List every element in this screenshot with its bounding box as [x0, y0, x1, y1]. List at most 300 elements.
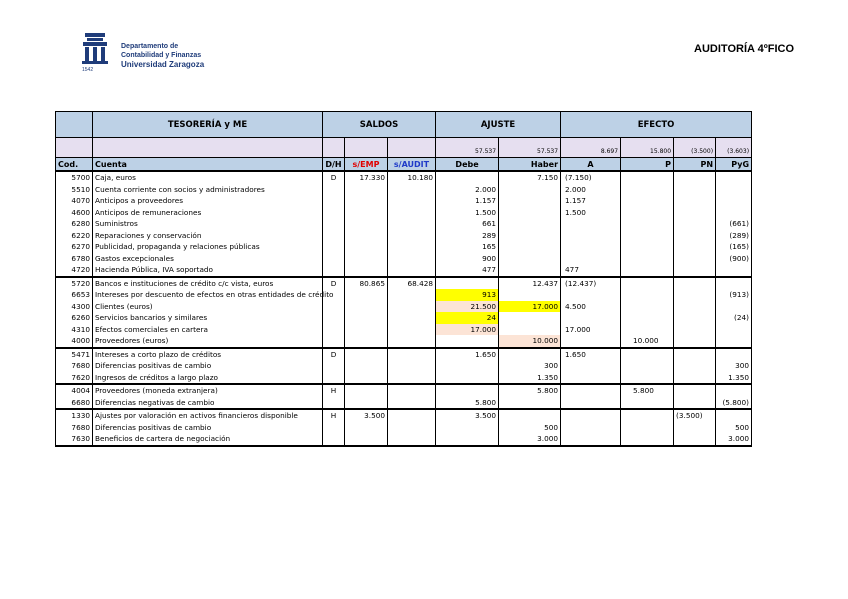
- cell-emp: [345, 289, 388, 301]
- cell-cuenta: Beneficios de cartera de negociación: [93, 433, 323, 446]
- cell-p: [621, 324, 674, 336]
- cell-cuenta: Intereses a corto plazo de créditos: [93, 348, 323, 361]
- cell-pyg: [716, 301, 752, 313]
- cell-audit: [388, 241, 436, 253]
- cell-cod: 7620: [56, 372, 93, 385]
- cell-emp: [345, 348, 388, 361]
- cell-debe: [436, 384, 499, 397]
- cell-emp: [345, 372, 388, 385]
- col-a: A: [561, 158, 621, 172]
- cell-p: [621, 301, 674, 313]
- audit-adjustments-table: [55, 111, 752, 447]
- cell-haber: 300: [499, 360, 561, 372]
- table-row: [56, 218, 752, 230]
- cell-emp: [345, 324, 388, 336]
- cell-a: 17.000: [561, 324, 621, 336]
- cell-p: [621, 422, 674, 434]
- cell-audit: [388, 335, 436, 348]
- cell-a: [561, 372, 621, 385]
- cell-haber: 3.000: [499, 433, 561, 446]
- cell-debe: 913: [436, 289, 499, 301]
- cell-cod: 6270: [56, 241, 93, 253]
- cell-p: [621, 409, 674, 422]
- cell-cuenta: Suministros: [93, 218, 323, 230]
- group-header-row: [56, 112, 752, 138]
- cell-p: [621, 218, 674, 230]
- cell-cuenta: Clientes (euros): [93, 301, 323, 313]
- cell-p: [621, 289, 674, 301]
- cell-a: 2.000: [561, 184, 621, 196]
- col-debe: Debe: [436, 158, 499, 172]
- cell-p: [621, 360, 674, 372]
- cell-emp: [345, 241, 388, 253]
- cell-haber: 500: [499, 422, 561, 434]
- cell-a: [561, 230, 621, 242]
- cell-p: [621, 348, 674, 361]
- table-row: [56, 264, 752, 277]
- cell-cuenta: Anticipos a proveedores: [93, 195, 323, 207]
- cell-audit: [388, 230, 436, 242]
- cell-cod: 6260: [56, 312, 93, 324]
- cell-audit: [388, 301, 436, 313]
- tesoreria-header: TESORERÍA y ME: [93, 112, 323, 138]
- cell-cuenta: Cuenta corriente con socios y administradores: [93, 184, 323, 196]
- cell-a: [561, 384, 621, 397]
- corner-cell: [56, 112, 93, 138]
- cell-debe: 477: [436, 264, 499, 277]
- cell-pn: [674, 312, 716, 324]
- cell-debe: [436, 277, 499, 290]
- cell-cuenta: Ajustes por valoración en activos financieros disponible: [93, 409, 323, 422]
- cell-audit: [388, 312, 436, 324]
- cell-pyg: (900): [716, 253, 752, 265]
- table-row: [56, 195, 752, 207]
- cell-a: [561, 409, 621, 422]
- cell-debe: 289: [436, 230, 499, 242]
- cell-p: [621, 207, 674, 219]
- cell-cod: 4310: [56, 324, 93, 336]
- cell-dh: [323, 397, 345, 410]
- col-haber: Haber: [499, 158, 561, 172]
- cell-audit: [388, 433, 436, 446]
- university-logo: [79, 31, 239, 75]
- cell-cuenta: Caja, euros: [93, 171, 323, 184]
- cell-cuenta: Bancos e instituciones de crédito c/c vista, euros: [93, 277, 323, 290]
- cell-debe: 24: [436, 312, 499, 324]
- total-p: 15.800: [621, 138, 674, 158]
- cell-audit: [388, 384, 436, 397]
- cell-a: [561, 218, 621, 230]
- cell-audit: [388, 289, 436, 301]
- crest-icon: [79, 31, 111, 71]
- table-row: [56, 372, 752, 385]
- cell-pn: [674, 289, 716, 301]
- cell-debe: 1.650: [436, 348, 499, 361]
- cell-cod: 6780: [56, 253, 93, 265]
- cell-emp: [345, 312, 388, 324]
- table-row: [56, 289, 752, 301]
- cell-pn: [674, 230, 716, 242]
- table-row: [56, 253, 752, 265]
- cell-haber: [499, 230, 561, 242]
- cell-p: [621, 230, 674, 242]
- cell-dh: [323, 184, 345, 196]
- cell-pyg: [716, 324, 752, 336]
- cell-debe: 661: [436, 218, 499, 230]
- cell-dh: [323, 241, 345, 253]
- cell-a: [561, 397, 621, 410]
- cell-haber: [499, 195, 561, 207]
- cell-pyg: [716, 195, 752, 207]
- cell-pn: [674, 360, 716, 372]
- cell-haber: [499, 253, 561, 265]
- col-audit: s/AUDIT: [388, 158, 436, 172]
- cell-pyg: [716, 348, 752, 361]
- col-cod: Cod.: [56, 158, 93, 172]
- cell-dh: [323, 218, 345, 230]
- cell-cod: 5720: [56, 277, 93, 290]
- cell-debe: 21.500: [436, 301, 499, 313]
- cell-debe: 1.157: [436, 195, 499, 207]
- cell-haber: [499, 324, 561, 336]
- table-row: [56, 433, 752, 446]
- cell-emp: 80.865: [345, 277, 388, 290]
- cell-emp: [345, 384, 388, 397]
- col-cuenta: Cuenta: [93, 158, 323, 172]
- cell-a: 477: [561, 264, 621, 277]
- cell-haber: [499, 348, 561, 361]
- cell-p: [621, 397, 674, 410]
- cell-debe: [436, 422, 499, 434]
- table-row: [56, 312, 752, 324]
- table-row: [56, 184, 752, 196]
- cell-dh: [323, 195, 345, 207]
- table-body: [56, 171, 752, 446]
- cell-debe: 17.000: [436, 324, 499, 336]
- cell-cuenta: Hacienda Pública, IVA soportado: [93, 264, 323, 277]
- cell-p: 10.000: [621, 335, 674, 348]
- cell-cuenta: Reparaciones y conservación: [93, 230, 323, 242]
- cell-pn: [674, 422, 716, 434]
- cell-emp: [345, 335, 388, 348]
- cell-dh: H: [323, 409, 345, 422]
- cell-cuenta: Diferencias positivas de cambio: [93, 360, 323, 372]
- table-row: [56, 422, 752, 434]
- cell-emp: 3.500: [345, 409, 388, 422]
- cell-pn: [674, 384, 716, 397]
- cell-debe: 5.800: [436, 397, 499, 410]
- table-row: [56, 301, 752, 313]
- cell-pn: [674, 348, 716, 361]
- cell-dh: [323, 253, 345, 265]
- cell-emp: [345, 207, 388, 219]
- table-row: [56, 384, 752, 397]
- ajuste-header: AJUSTE: [436, 112, 561, 138]
- cell-cod: 6280: [56, 218, 93, 230]
- cell-emp: [345, 230, 388, 242]
- cell-cuenta: Ingresos de créditos a largo plazo: [93, 372, 323, 385]
- cell-haber: [499, 397, 561, 410]
- cell-a: 1.500: [561, 207, 621, 219]
- cell-audit: 68.428: [388, 277, 436, 290]
- cell-dh: [323, 422, 345, 434]
- cell-a: 1.157: [561, 195, 621, 207]
- cell-dh: D: [323, 348, 345, 361]
- cell-cuenta: Diferencias negativas de cambio: [93, 397, 323, 410]
- cell-cod: 7680: [56, 422, 93, 434]
- cell-a: 1.650: [561, 348, 621, 361]
- cell-pyg: 500: [716, 422, 752, 434]
- cell-cod: 4600: [56, 207, 93, 219]
- cell-a: [561, 360, 621, 372]
- cell-audit: [388, 324, 436, 336]
- cell-haber: 5.800: [499, 384, 561, 397]
- cell-debe: 900: [436, 253, 499, 265]
- cell-p: [621, 171, 674, 184]
- cell-pn: [674, 433, 716, 446]
- cell-debe: 165: [436, 241, 499, 253]
- cell-cuenta: Efectos comerciales en cartera: [93, 324, 323, 336]
- cell-a: 4.500: [561, 301, 621, 313]
- cell-cod: 5510: [56, 184, 93, 196]
- cell-cod: 7680: [56, 360, 93, 372]
- col-emp: s/EMP: [345, 158, 388, 172]
- cell-audit: [388, 218, 436, 230]
- cell-haber: [499, 207, 561, 219]
- cell-p: 5.800: [621, 384, 674, 397]
- cell-pyg: [716, 384, 752, 397]
- cell-pyg: [716, 171, 752, 184]
- column-header-row: [56, 158, 752, 172]
- cell-pn: [674, 184, 716, 196]
- cell-dh: [323, 372, 345, 385]
- cell-cuenta: Publicidad, propaganda y relaciones públicas: [93, 241, 323, 253]
- col-dh: D/H: [323, 158, 345, 172]
- cell-audit: [388, 360, 436, 372]
- cell-pn: [674, 277, 716, 290]
- cell-cuenta: Gastos excepcionales: [93, 253, 323, 265]
- cell-haber: [499, 312, 561, 324]
- saldos-header: SALDOS: [323, 112, 436, 138]
- cell-debe: 1.500: [436, 207, 499, 219]
- table-row: [56, 241, 752, 253]
- cell-cod: 4070: [56, 195, 93, 207]
- cell-p: [621, 241, 674, 253]
- cell-pyg: [716, 264, 752, 277]
- cell-cod: 4000: [56, 335, 93, 348]
- cell-p: [621, 195, 674, 207]
- cell-pyg: [716, 277, 752, 290]
- cell-a: (12.437): [561, 277, 621, 290]
- cell-pn: [674, 207, 716, 219]
- cell-haber: [499, 218, 561, 230]
- total-debe: 57.537: [436, 138, 499, 158]
- cell-pn: [674, 372, 716, 385]
- cell-p: [621, 372, 674, 385]
- table-row: [56, 360, 752, 372]
- efecto-header: EFECTO: [561, 112, 752, 138]
- cell-debe: [436, 433, 499, 446]
- cell-emp: [345, 184, 388, 196]
- cell-pn: [674, 171, 716, 184]
- cell-dh: H: [323, 384, 345, 397]
- cell-dh: [323, 312, 345, 324]
- cell-emp: [345, 397, 388, 410]
- total-haber: 57.537: [499, 138, 561, 158]
- cell-dh: D: [323, 277, 345, 290]
- cell-cod: 7630: [56, 433, 93, 446]
- cell-pn: [674, 397, 716, 410]
- cell-pn: [674, 335, 716, 348]
- cell-a: [561, 433, 621, 446]
- cell-emp: [345, 433, 388, 446]
- cell-dh: [323, 433, 345, 446]
- cell-pyg: [716, 207, 752, 219]
- cell-emp: [345, 301, 388, 313]
- total-a: 8.697: [561, 138, 621, 158]
- cell-audit: 10.180: [388, 171, 436, 184]
- cell-audit: [388, 207, 436, 219]
- cell-cuenta: Proveedores (moneda extranjera): [93, 384, 323, 397]
- cell-a: [561, 335, 621, 348]
- cell-pn: [674, 195, 716, 207]
- cell-dh: [323, 230, 345, 242]
- cell-p: [621, 277, 674, 290]
- cell-dh: D: [323, 171, 345, 184]
- cell-cod: 4720: [56, 264, 93, 277]
- cell-cod: 1330: [56, 409, 93, 422]
- table-row: [56, 230, 752, 242]
- total-pn: (3.500): [674, 138, 716, 158]
- cell-p: [621, 433, 674, 446]
- total-pyg: (3.603): [716, 138, 752, 158]
- cell-emp: [345, 422, 388, 434]
- cell-pn: [674, 253, 716, 265]
- cell-audit: [388, 372, 436, 385]
- col-pn: PN: [674, 158, 716, 172]
- cell-haber: [499, 289, 561, 301]
- cell-audit: [388, 253, 436, 265]
- cell-audit: [388, 264, 436, 277]
- cell-audit: [388, 422, 436, 434]
- cell-p: [621, 264, 674, 277]
- cell-pyg: (913): [716, 289, 752, 301]
- cell-audit: [388, 195, 436, 207]
- cell-dh: [323, 301, 345, 313]
- cell-cod: 5700: [56, 171, 93, 184]
- cell-pyg: [716, 409, 752, 422]
- cell-debe: [436, 335, 499, 348]
- cell-emp: [345, 195, 388, 207]
- cell-a: [561, 289, 621, 301]
- cell-audit: [388, 348, 436, 361]
- table-row: [56, 171, 752, 184]
- cell-haber: 7.150: [499, 171, 561, 184]
- cell-pyg: [716, 335, 752, 348]
- cell-haber: 1.350: [499, 372, 561, 385]
- cell-debe: 3.500: [436, 409, 499, 422]
- cell-haber: [499, 184, 561, 196]
- cell-p: [621, 253, 674, 265]
- cell-pyg: 1.350: [716, 372, 752, 385]
- cell-dh: [323, 264, 345, 277]
- cell-debe: [436, 360, 499, 372]
- table-row: [56, 348, 752, 361]
- logo-year: 1542: [82, 67, 94, 73]
- cell-pyg: (165): [716, 241, 752, 253]
- cell-pyg: [716, 184, 752, 196]
- cell-cuenta: Anticipos de remuneraciones: [93, 207, 323, 219]
- cell-haber: [499, 409, 561, 422]
- cell-debe: 2.000: [436, 184, 499, 196]
- cell-debe: [436, 171, 499, 184]
- cell-pn: [674, 301, 716, 313]
- cell-cod: 4004: [56, 384, 93, 397]
- table-row: [56, 335, 752, 348]
- cell-cod: 4300: [56, 301, 93, 313]
- cell-pn: [674, 264, 716, 277]
- cell-cod: 5471: [56, 348, 93, 361]
- col-p: P: [621, 158, 674, 172]
- cell-haber: 12.437: [499, 277, 561, 290]
- cell-cuenta: Diferencias positivas de cambio: [93, 422, 323, 434]
- cell-emp: [345, 264, 388, 277]
- cell-pyg: (5.800): [716, 397, 752, 410]
- cell-dh: [323, 335, 345, 348]
- table-row: [56, 409, 752, 422]
- cell-a: [561, 422, 621, 434]
- cell-debe: [436, 372, 499, 385]
- cell-dh: [323, 207, 345, 219]
- table-row: [56, 207, 752, 219]
- cell-pn: [674, 324, 716, 336]
- cell-pyg: 300: [716, 360, 752, 372]
- cell-a: [561, 253, 621, 265]
- cell-p: [621, 312, 674, 324]
- cell-emp: 17.330: [345, 171, 388, 184]
- cell-audit: [388, 397, 436, 410]
- cell-dh: [323, 360, 345, 372]
- cell-a: [561, 312, 621, 324]
- cell-pyg: (661): [716, 218, 752, 230]
- cell-pn: [674, 218, 716, 230]
- cell-haber: [499, 264, 561, 277]
- cell-dh: [323, 324, 345, 336]
- cell-audit: [388, 409, 436, 422]
- col-pyg: PyG: [716, 158, 752, 172]
- document-title: AUDITORÍA 4ºFICO: [694, 43, 794, 55]
- cell-pyg: 3.000: [716, 433, 752, 446]
- cell-p: [621, 184, 674, 196]
- cell-haber: [499, 241, 561, 253]
- department-name: Departamento de Contabilidad y Finanzas Universidad Zaragoza: [121, 43, 205, 69]
- cell-emp: [345, 253, 388, 265]
- cell-pn: [674, 241, 716, 253]
- cell-pyg: (24): [716, 312, 752, 324]
- cell-haber: 10.000: [499, 335, 561, 348]
- cell-emp: [345, 360, 388, 372]
- table-row: [56, 324, 752, 336]
- cell-cod: 6220: [56, 230, 93, 242]
- totals-row: [56, 138, 752, 158]
- cell-haber: 17.000: [499, 301, 561, 313]
- cell-emp: [345, 218, 388, 230]
- table-row: [56, 277, 752, 290]
- cell-cuenta: Proveedores (euros): [93, 335, 323, 348]
- cell-cuenta: Servicios bancarios y similares: [93, 312, 323, 324]
- cell-pn: (3.500): [674, 409, 716, 422]
- cell-pyg: (289): [716, 230, 752, 242]
